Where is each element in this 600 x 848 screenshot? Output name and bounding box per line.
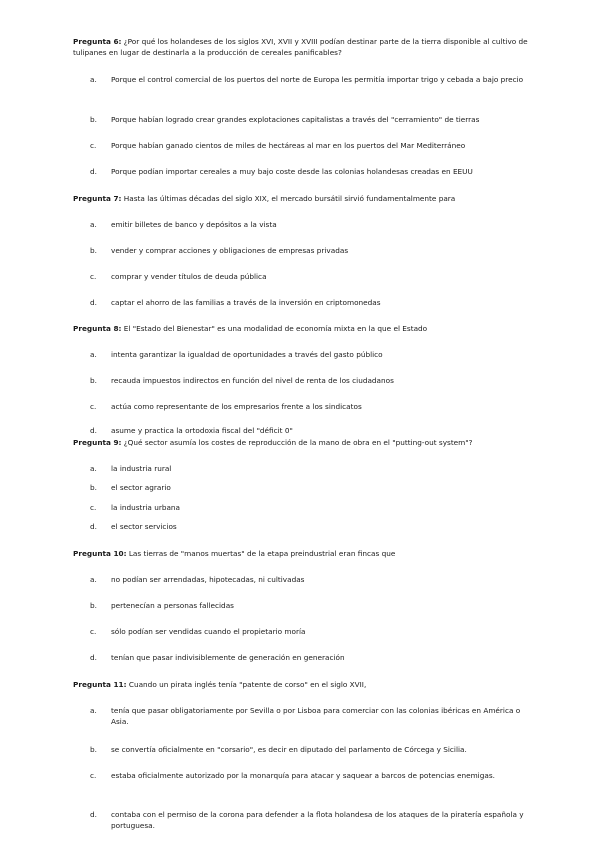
option-c[interactable] xyxy=(90,770,530,781)
option-letter: d. xyxy=(90,167,97,176)
option-a[interactable] xyxy=(90,74,530,85)
question-label: Pregunta 11: xyxy=(73,680,127,689)
option-b[interactable] xyxy=(90,482,530,493)
option-text: contaba con el permiso de la corona para defender a la flota holandesa de los ataques de la piratería española y portuguesa. xyxy=(111,810,524,830)
option-d[interactable] xyxy=(90,652,530,663)
option-letter: d. xyxy=(90,810,97,819)
option-text: la industria rural xyxy=(111,464,172,473)
question-9 xyxy=(73,437,533,448)
option-text: se convertía oficialmente en "corsario", es decir en diputado del parlamento de Córcega y Sicilia. xyxy=(111,745,467,754)
option-letter: d. xyxy=(90,426,97,435)
option-letter: d. xyxy=(90,298,97,307)
option-text: no podían ser arrendadas, hipotecadas, ni cultivadas xyxy=(111,575,305,584)
option-text: Porque podían importar cereales a muy bajo coste desde las colonias holandesas creadas en EEUU xyxy=(111,167,473,176)
question-label: Pregunta 7: xyxy=(73,194,122,203)
option-text: sólo podían ser vendidas cuando el propietario moría xyxy=(111,627,306,636)
option-text: recauda impuestos indirectos en función del nivel de renta de los ciudadanos xyxy=(111,376,394,385)
option-letter: d. xyxy=(90,522,97,531)
question-text: ¿Qué sector asumía los costes de reproducción de la mano de obra en el "putting-out system"? xyxy=(121,438,473,447)
option-letter: a. xyxy=(90,220,97,229)
option-letter: b. xyxy=(90,246,97,255)
option-letter: a. xyxy=(90,575,97,584)
question-text: Hasta las últimas décadas del siglo XIX, el mercado bursátil sirvió fundamentalmente para xyxy=(121,194,456,203)
option-text: intenta garantizar la igualdad de oportunidades a través del gasto público xyxy=(111,350,383,359)
option-text: tenía que pasar obligatoriamente por Sevilla o por Lisboa para comerciar con las colonias ibéricas en América o Asia. xyxy=(111,706,521,726)
option-b[interactable] xyxy=(90,114,530,125)
question-text: Cuando un pirata inglés tenía "patente de corso" en el siglo XVII, xyxy=(126,680,367,689)
option-b[interactable] xyxy=(90,600,530,611)
option-a[interactable] xyxy=(90,219,530,230)
option-text: emitir billetes de banco y depósitos a la vista xyxy=(111,220,277,229)
option-letter: b. xyxy=(90,376,97,385)
option-letter: d. xyxy=(90,653,97,662)
option-text: el sector servicios xyxy=(111,522,177,531)
option-letter: b. xyxy=(90,745,97,754)
question-8 xyxy=(73,323,533,334)
option-text: tenían que pasar indivisiblemente de generación en generación xyxy=(111,653,345,662)
option-c[interactable] xyxy=(90,140,530,151)
option-letter: c. xyxy=(90,141,97,150)
option-d[interactable] xyxy=(90,521,530,532)
question-7 xyxy=(73,193,533,204)
option-text: comprar y vender títulos de deuda pública xyxy=(111,272,267,281)
option-text: Porque el control comercial de los puertos del norte de Europa les permitía importar trigo y cebada a bajo precio xyxy=(111,75,524,84)
option-d[interactable] xyxy=(90,425,530,436)
option-d[interactable] xyxy=(90,809,530,831)
option-letter: c. xyxy=(90,771,97,780)
option-text: Porque habían logrado crear grandes explotaciones capitalistas a través del "cerramiento" de tierras xyxy=(111,115,480,124)
question-label: Pregunta 6: xyxy=(73,37,122,46)
option-text: estaba oficialmente autorizado por la monarquía para atacar y saquear a barcos de potencias enemigas. xyxy=(111,771,495,780)
option-text: pertenecían a personas fallecidas xyxy=(111,601,234,610)
option-b[interactable] xyxy=(90,744,530,755)
question-10 xyxy=(73,548,533,559)
option-text: actúa como representante de los empresarios frente a los sindicatos xyxy=(111,402,362,411)
option-a[interactable] xyxy=(90,705,530,727)
option-letter: a. xyxy=(90,75,97,84)
option-letter: b. xyxy=(90,483,97,492)
option-text: vender y comprar acciones y obligaciones de empresas privadas xyxy=(111,246,349,255)
option-letter: a. xyxy=(90,706,97,715)
option-b[interactable] xyxy=(90,245,530,256)
option-text: captar el ahorro de las familias a través de la inversión en criptomonedas xyxy=(111,298,381,307)
option-text: la industria urbana xyxy=(111,503,181,512)
option-letter: b. xyxy=(90,601,97,610)
option-d[interactable] xyxy=(90,166,530,177)
option-text: el sector agrario xyxy=(111,483,171,492)
option-c[interactable] xyxy=(90,271,530,282)
question-label: Pregunta 8: xyxy=(73,324,122,333)
option-letter: a. xyxy=(90,350,97,359)
question-label: Pregunta 9: xyxy=(73,438,122,447)
option-letter: b. xyxy=(90,115,97,124)
option-letter: c. xyxy=(90,402,97,411)
option-d[interactable] xyxy=(90,297,530,308)
option-a[interactable] xyxy=(90,574,530,585)
option-b[interactable] xyxy=(90,375,530,386)
option-a[interactable] xyxy=(90,463,530,474)
question-text: ¿Por qué los holandeses de los siglos XVI, XVII y XVIII podían destinar parte de la tierra disponible al cultivo de tulipanes en lugar de destinarla a la producción de cereales panificables? xyxy=(73,37,528,57)
option-c[interactable] xyxy=(90,626,530,637)
option-letter: c. xyxy=(90,272,97,281)
option-text: asume y practica la ortodoxia fiscal del "déficit 0" xyxy=(111,426,293,435)
question-11 xyxy=(73,679,533,690)
question-6 xyxy=(73,36,533,58)
option-c[interactable] xyxy=(90,401,530,412)
option-letter: c. xyxy=(90,627,97,636)
option-text: Porque habían ganado cientos de miles de hectáreas al mar en los puertos del Mar Mediterráneo xyxy=(111,141,466,150)
question-text: Las tierras de "manos muertas" de la etapa preindustrial eran fincas que xyxy=(126,549,396,558)
option-c[interactable] xyxy=(90,502,530,513)
option-letter: a. xyxy=(90,464,97,473)
option-a[interactable] xyxy=(90,349,530,360)
option-letter: c. xyxy=(90,503,97,512)
question-text: El "Estado del Bienestar" es una modalidad de economía mixta en la que el Estado xyxy=(121,324,428,333)
question-label: Pregunta 10: xyxy=(73,549,127,558)
